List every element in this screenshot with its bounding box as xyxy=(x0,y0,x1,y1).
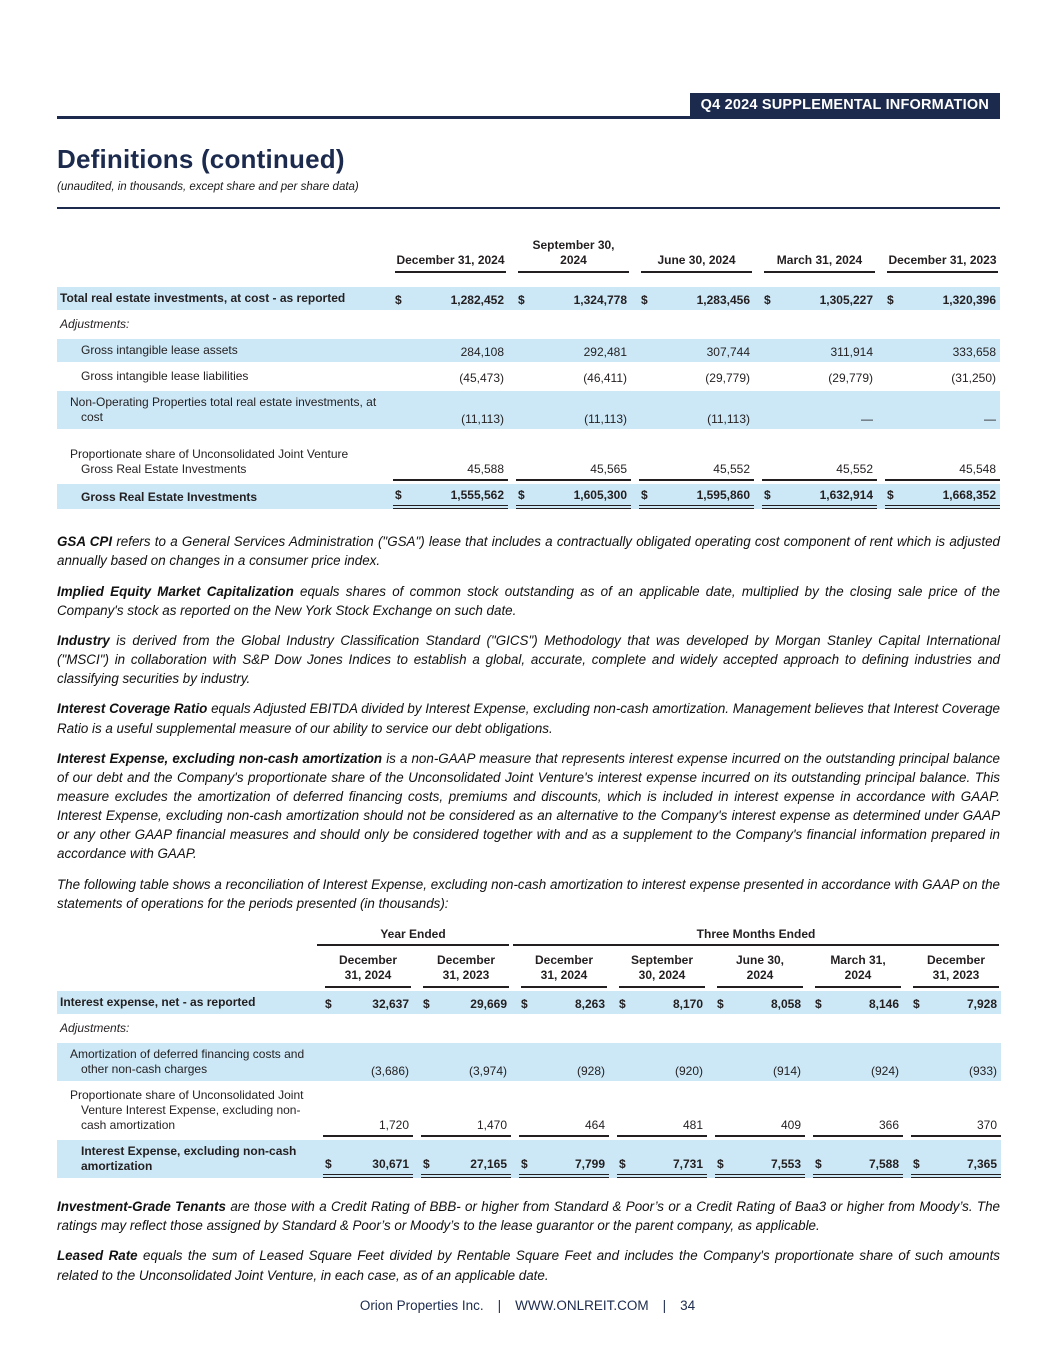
cell-value: 1,595,860 xyxy=(696,488,750,503)
column-header: December 31, 2024 xyxy=(395,253,506,274)
cell-value: (11,113) xyxy=(584,412,627,427)
cell-value: (29,779) xyxy=(828,371,873,386)
row-label: Interest expense, net - as reported xyxy=(57,991,315,1014)
row-label: Adjustments: xyxy=(60,1021,130,1036)
cell-value: 1,720 xyxy=(378,1118,409,1133)
table-header-row xyxy=(57,234,1000,273)
reconciliation-intro-paragraph xyxy=(57,875,1000,913)
cell-value: (31,250) xyxy=(951,371,996,386)
cell-value: 1,668,352 xyxy=(942,488,996,503)
table-group-header-row xyxy=(57,927,1001,946)
currency-symbol: $ xyxy=(641,488,648,503)
cell-value: 45,552 xyxy=(713,462,750,477)
cell-value: 45,552 xyxy=(836,462,873,477)
definition-interest-coverage-ratio xyxy=(57,699,1000,737)
definition-term: Industry xyxy=(57,632,110,648)
definition-implied-equity-market-capitalization xyxy=(57,582,1000,620)
table-row xyxy=(57,443,1000,481)
cell-value: 311,914 xyxy=(830,345,873,360)
cell-value: (11,113) xyxy=(461,412,504,427)
cell-value: 7,365 xyxy=(966,1157,998,1172)
header-spacer xyxy=(57,927,315,946)
group-header-three-months-ended: Three Months Ended xyxy=(513,927,999,946)
currency-symbol: $ xyxy=(764,488,771,503)
currency-symbol: $ xyxy=(521,1157,528,1172)
definitions-section xyxy=(57,532,1000,913)
cell-value: 1,632,914 xyxy=(819,488,873,503)
definition-interest-expense-excluding-non-cash-amortization xyxy=(57,749,1000,864)
column-header: December 31, 2024 xyxy=(521,953,607,988)
cell-value: 409 xyxy=(780,1118,801,1133)
footer-website: WWW.ONLREIT.COM xyxy=(515,1298,649,1313)
cell-value: (920) xyxy=(674,1064,703,1079)
row-label: Non-Operating Properties total real estate investments, at cost xyxy=(57,391,385,429)
currency-symbol: $ xyxy=(764,293,771,308)
cell-value: (914) xyxy=(772,1064,801,1079)
cell-value: 30,671 xyxy=(372,1157,409,1172)
cell-value: (3,686) xyxy=(370,1064,409,1079)
definition-industry xyxy=(57,631,1000,688)
row-label: Adjustments: xyxy=(60,317,130,332)
footer-page-number: 34 xyxy=(680,1298,696,1313)
currency-symbol: $ xyxy=(619,1157,626,1172)
cell-value: 7,928 xyxy=(966,997,998,1012)
column-header: March 31, 2024 xyxy=(815,953,901,988)
table-total-row xyxy=(57,484,1000,509)
row-label: Interest Expense, excluding non-cash amortization xyxy=(57,1140,315,1178)
table-header-row xyxy=(57,949,1001,988)
gross-real-estate-investments-table xyxy=(57,231,1000,512)
currency-symbol: $ xyxy=(423,997,430,1012)
group-header-year-ended: Year Ended xyxy=(317,927,509,946)
header-spacer xyxy=(57,234,385,273)
cell-value: 370 xyxy=(976,1118,998,1133)
cell-value: 292,481 xyxy=(583,345,627,360)
spacer-row xyxy=(57,432,1000,440)
currency-symbol: $ xyxy=(521,997,528,1012)
table-row xyxy=(57,287,1000,310)
page-subtitle: (unaudited, in thousands, except share and per share data) xyxy=(57,181,359,193)
table-row xyxy=(57,1084,1001,1137)
cell-value: 1,470 xyxy=(476,1118,507,1133)
definition-text: is a non-GAAP measure that represents interest expense incurred on the outstanding principal balance of our debt and the Company's proportionate share of the Unconsolidated Joint Venture's interest expense incurred on its outstanding principal balance. This measure excludes the amortization of deferred financing costs, premiums and discounts, which is included in interest expense in accordance with GAAP. Interest Expense, excluding non-cash amortization should not be considered as an alternative to the Company's interest expense as determined under GAAP or any other GAAP financial measures and should only be considered together with and as a supplement to the Company's financial information prepared in accordance with GAAP. xyxy=(57,750,1001,862)
cell-value: (45,473) xyxy=(459,371,504,386)
currency-symbol: $ xyxy=(887,488,894,503)
cell-value: 1,283,456 xyxy=(696,293,750,308)
definition-leased-rate xyxy=(57,1246,1000,1284)
cell-value: 333,658 xyxy=(952,345,996,360)
definitions-section-continued xyxy=(57,1197,1000,1285)
cell-value: (29,779) xyxy=(705,371,750,386)
report-banner: Q4 2024 SUPPLEMENTAL INFORMATION xyxy=(690,93,1000,117)
currency-symbol: $ xyxy=(518,293,525,308)
cell-value: (46,411) xyxy=(583,371,627,386)
cell-value: 45,565 xyxy=(590,462,627,477)
cell-value: 7,588 xyxy=(868,1157,899,1172)
footer-separator: | xyxy=(497,1298,502,1313)
cell-value: 1,555,562 xyxy=(450,488,504,503)
cell-value: 8,146 xyxy=(868,997,899,1012)
cell-value: 8,263 xyxy=(574,997,605,1012)
cell-value: 29,669 xyxy=(470,997,507,1012)
cell-value: 1,282,452 xyxy=(450,293,504,308)
cell-value: (11,113) xyxy=(707,412,750,427)
currency-symbol: $ xyxy=(641,293,648,308)
table-row xyxy=(57,365,1000,388)
definition-term: Interest Coverage Ratio xyxy=(57,701,208,717)
row-label: Amortization of deferred financing costs and other non-cash charges xyxy=(57,1043,315,1081)
row-label: Gross Real Estate Investments xyxy=(57,484,385,509)
column-header: September 30, 2024 xyxy=(518,238,629,273)
column-header: June 30, 2024 xyxy=(641,253,752,274)
currency-symbol: $ xyxy=(518,488,525,503)
cell-value: — xyxy=(984,412,996,427)
cell-value: 284,108 xyxy=(460,345,504,360)
cell-value: 1,305,227 xyxy=(819,293,873,308)
currency-symbol: $ xyxy=(913,997,920,1012)
currency-symbol: $ xyxy=(325,1157,332,1172)
cell-value: 307,744 xyxy=(706,345,750,360)
cell-value: (928) xyxy=(576,1064,605,1079)
table-row xyxy=(57,339,1000,362)
currency-symbol: $ xyxy=(913,1157,920,1172)
table-row xyxy=(57,391,1000,429)
definition-term: GSA CPI xyxy=(57,534,113,550)
title-divider xyxy=(57,207,1000,209)
currency-symbol: $ xyxy=(395,488,402,503)
column-header: December 31, 2023 xyxy=(913,953,999,988)
definition-term: Leased Rate xyxy=(57,1248,138,1264)
cell-value: 27,165 xyxy=(470,1157,507,1172)
column-header: June 30, 2024 xyxy=(717,953,803,988)
column-header: December 31, 2023 xyxy=(887,253,998,274)
row-label: Proportionate share of Unconsolidated Joint Venture Gross Real Estate Investments xyxy=(70,447,349,477)
definition-text: are those with a Credit Rating of BBB- or higher from Standard & Poor’s or a Credit Rating of Baa3 or higher from Moody’s. The ratings may reflect those assigned by Standard & Poor’s or Moody’s to the lease guarantor or the parent company, as applicable. xyxy=(57,1199,1000,1234)
cell-value: 481 xyxy=(682,1118,703,1133)
currency-symbol: $ xyxy=(619,997,626,1012)
cell-value: 45,548 xyxy=(959,462,996,477)
definition-text: The following table shows a reconciliation of Interest Expense, excluding non-cash amortization to interest expense presented in accordance with GAAP on the statements of operations for the periods presented (in thousands): xyxy=(57,876,1000,911)
definition-text: equals the sum of Leased Square Feet divided by Rentable Square Feet and includes the Company's proportionate share of such amounts related to the Unconsolidated Joint Venture, in each case, as of an applicable date. xyxy=(57,1248,1000,1283)
currency-symbol: $ xyxy=(395,293,402,308)
cell-value: 7,731 xyxy=(672,1157,703,1172)
cell-value: 1,605,300 xyxy=(573,488,627,503)
page-footer xyxy=(0,1298,1055,1365)
cell-value: 32,637 xyxy=(372,997,409,1012)
currency-symbol: $ xyxy=(325,997,332,1012)
definition-text: equals shares of common stock outstanding as of an applicable date, multiplied by the closing sale price of the Company's stock as reported on the New York Stock Exchange on such date. xyxy=(57,583,1000,618)
cell-value: 7,553 xyxy=(770,1157,801,1172)
cell-value: 464 xyxy=(584,1118,605,1133)
currency-symbol: $ xyxy=(815,1157,822,1172)
currency-symbol: $ xyxy=(717,997,724,1012)
footer-company: Orion Properties Inc. xyxy=(359,1298,484,1313)
definition-investment-grade-tenants xyxy=(57,1197,1000,1235)
definition-text: refers to a General Services Administration ("GSA") lease that includes a contractually obligated operating cost component of rent which is adjusted annually based on changes in a consumer price index. xyxy=(57,534,1000,569)
cell-value: 45,588 xyxy=(467,462,504,477)
row-label: Gross intangible lease assets xyxy=(57,339,385,362)
definition-gsa-cpi xyxy=(57,532,1000,570)
row-label: Proportionate share of Unconsolidated Joint Venture Interest Expense, excluding non-cash amortization xyxy=(70,1088,304,1133)
definition-term: Interest Expense, excluding non-cash amortization xyxy=(57,750,383,766)
cell-value: 8,058 xyxy=(770,997,801,1012)
cell-value: (3,974) xyxy=(468,1064,507,1079)
header-spacer xyxy=(57,949,315,988)
definition-text: equals Adjusted EBITDA divided by Interest Expense, excluding non-cash amortization. Management believes that Interest Coverage Ratio is a useful supplemental measure of our ability to service our debt obligations. xyxy=(57,701,1000,736)
column-header: December 31, 2023 xyxy=(423,953,509,988)
cell-value: 1,324,778 xyxy=(573,293,627,308)
currency-symbol: $ xyxy=(815,997,822,1012)
column-header: December 31, 2024 xyxy=(325,953,411,988)
definition-term: Implied Equity Market Capitalization xyxy=(57,583,294,599)
table-total-row xyxy=(57,1140,1001,1178)
column-header: September 30, 2024 xyxy=(619,953,705,988)
header-rule xyxy=(57,92,1000,119)
page-title: Definitions (continued) xyxy=(57,144,345,174)
spacer-row xyxy=(57,276,1000,284)
definition-term: Investment-Grade Tenants xyxy=(57,1199,227,1215)
row-label: Gross intangible lease liabilities xyxy=(81,369,249,384)
cell-value: 366 xyxy=(878,1118,899,1133)
definition-text: is derived from the Global Industry Classification Standard ("GICS") Methodology that was developed by Morgan Stanley Capital International ("MSCI") in collaboration with S&P Dow Jones Indices to establish a global, accurate, complete and widely accepted approach to defining industries and classifying securities by industry. xyxy=(57,632,1000,687)
currency-symbol: $ xyxy=(423,1157,430,1172)
table-row xyxy=(57,991,1001,1014)
currency-symbol: $ xyxy=(887,293,894,308)
table-row xyxy=(57,1017,1001,1040)
table-row xyxy=(57,1043,1001,1081)
interest-expense-reconciliation-table xyxy=(57,924,1001,1181)
cell-value: (924) xyxy=(870,1064,899,1079)
row-label: Total real estate investments, at cost - as reported xyxy=(57,287,385,310)
cell-value: 7,799 xyxy=(574,1157,605,1172)
cell-value: 8,170 xyxy=(672,997,703,1012)
footer-separator: | xyxy=(662,1298,667,1313)
column-header: March 31, 2024 xyxy=(764,253,875,274)
cell-value: 1,320,396 xyxy=(942,293,996,308)
cell-value: — xyxy=(861,412,873,427)
currency-symbol: $ xyxy=(717,1157,724,1172)
cell-value: (933) xyxy=(969,1064,998,1079)
table-row xyxy=(57,313,1000,336)
